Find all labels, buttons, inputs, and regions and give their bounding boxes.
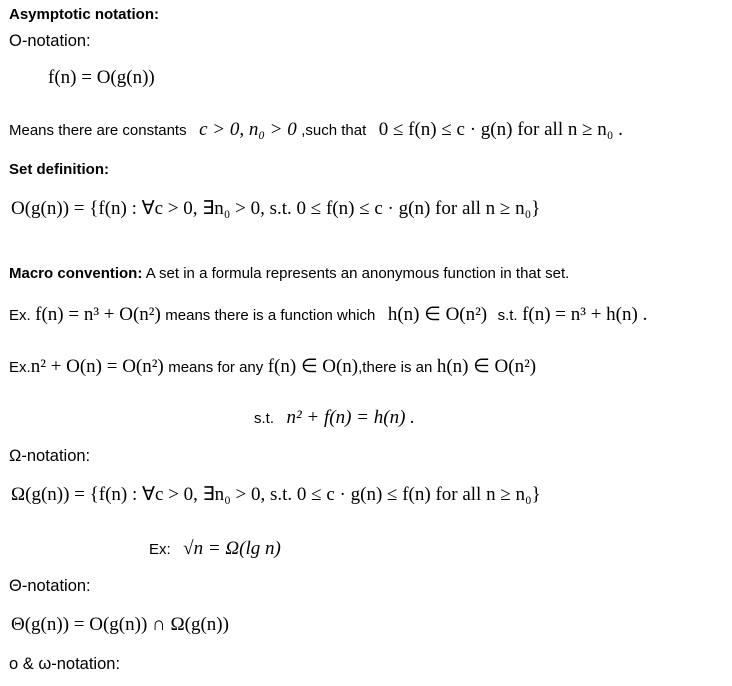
ex1-result: f(n) = n³ + h(n) . (522, 304, 648, 325)
ex2-formula: n² + O(n) = O(n²) (30, 356, 164, 377)
omega-example-prefix: Ex: (149, 541, 171, 558)
omega-notation-formula: Ω(g(n)) = {f(n) : ∀c > 0, ∃n₀ > 0, s.t. 0 ≤ c · g(n) ≤ f(n) for all n ≥ n₀} (11, 484, 541, 505)
meaning-condition: 0 ≤ f(n) ≤ c · g(n) for all n ≥ n₀ . (378, 119, 623, 140)
omega-example (149, 538, 281, 560)
macro-example-1 (9, 303, 647, 326)
o-notation-heading: O-notation: (9, 32, 91, 50)
ex1-formula: f(n) = n³ + O(n²) (35, 304, 161, 325)
set-definition-formula: O(g(n)) = {f(n) : ∀c > 0, ∃n₀ > 0, s.t. 0 ≤ f(n) ≤ c · g(n) for all n ≥ n₀} (11, 198, 541, 219)
theta-notation-heading: Θ-notation: (9, 577, 91, 595)
ex2-middle: means for any (168, 359, 264, 376)
set-definition-heading: Set definition: (9, 161, 109, 178)
macro-convention (9, 265, 569, 283)
ex2-suffix: ,there is an (358, 359, 433, 376)
ex1-member: h(n) ∈ O(n²) (387, 304, 488, 325)
meaning-constants: c > 0, n₀ > 0 (199, 119, 297, 140)
ex2-member2: h(n) ∈ O(n²) (436, 356, 537, 377)
ex2-result: n² + f(n) = h(n) . (286, 407, 415, 428)
ex2-prefix: Ex. (9, 359, 31, 376)
o-notation-formula: f(n) = O(g(n)) (48, 67, 155, 88)
macro-example-2 (9, 355, 536, 378)
omega-example-formula: √n = Ω(lg n) (183, 538, 281, 559)
ex1-middle: means there is a function which (165, 307, 376, 324)
macro-convention-description: A set in a formula represents an anonymous function in that set. (142, 265, 570, 282)
ex1-st: s.t. (497, 307, 518, 324)
ex2-member: f(n) ∈ O(n) (267, 356, 359, 377)
o-notation-meaning (9, 119, 623, 141)
ex2-st: s.t. (254, 410, 275, 427)
page-title: Asymptotic notation: (9, 6, 159, 23)
meaning-middle: ,such that (301, 122, 367, 139)
theta-notation-formula: Θ(g(n)) = O(g(n)) ∩ Ω(g(n)) (11, 614, 229, 635)
macro-example-2-continuation (254, 407, 415, 429)
ex1-prefix: Ex. (9, 307, 31, 324)
macro-convention-heading: Macro convention: (9, 265, 143, 282)
omega-notation-heading: Ω-notation: (9, 447, 91, 465)
meaning-prefix: Means there are constants (9, 122, 187, 139)
small-o-omega-heading: o & ω-notation: (9, 655, 121, 673)
